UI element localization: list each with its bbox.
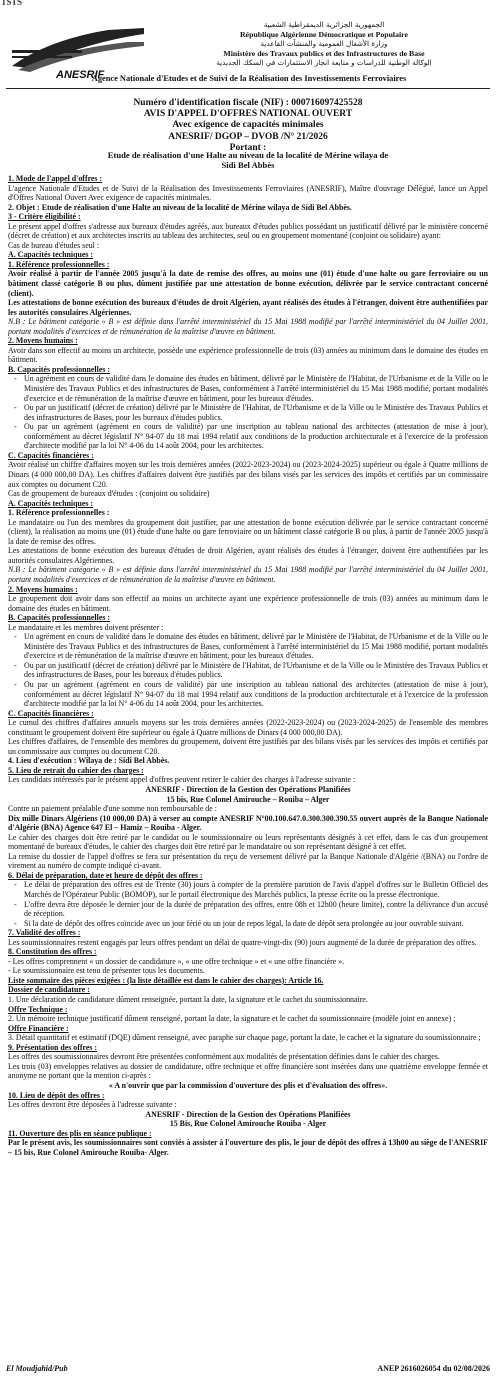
paragraph: Contre un paiement préalable d'une somme non remboursable de :: [8, 804, 217, 814]
notice-reference: ANESRIF/ DGOP – DVOB /N° 21/2026: [168, 131, 328, 142]
header-line-ar-ministry: وزارة الأشغال العمومية والمنشآت القاعدية: [260, 39, 388, 49]
bullet-item: - Ou par un justificatif (décret de création) délivré par le Ministère de l'Habitat, de l'Urbanisme et de la Ville ou le Ministère des Travaux Publics et des infrastructures de Bases, pour les bureaux d'études publics.: [8, 661, 488, 680]
header-line-ministry: Ministère des Travaux publics et des Infrastructures de Base: [223, 48, 425, 58]
paragraph: Les chiffres d'affaires, de l'ensemble des membres du groupement, doivent être justifiés par des bilans visés par les services des impôts et certifiés par un commissaire aux comptes ou document C20.: [8, 737, 488, 756]
paragraph: Le mandataire ou l'un des membres du groupement doit justifier, par une attestation de bonne exécution délivrée par le service contractant concerné (client), la réalisation au moins une (01) étude d'une halte ou gare ferroviaire ou un bâtiment classé catégorie B ou plus, à partir de l'année 2005 jusqu'à la date de remise des offres.: [8, 517, 488, 546]
section-heading: 1. Référence professionnelles :: [8, 259, 110, 269]
section-heading: Dossier de candidature :: [8, 985, 90, 995]
notice-portant: Portant :: [229, 142, 267, 153]
header-line-ar-republic: الجمهورية الجزائرية الديمقراطية الشعبية: [263, 20, 385, 29]
bullet-item: - Ou par un agrément (agrément en cours de validité) par une inscription au tableau national des architectes (attestation de mise à jour), conformément au décret législatif N° 94-07 du 18 mai 1994 relatif aux conditions de la production architecturale et à l'exercice de la profession d'architecte modifié par la loi N° 4-06 du 14 août 2004, pour les architectes.: [8, 680, 488, 709]
notice-body: [8, 174, 488, 1157]
section-heading: 6. Délai de préparation, date et heure de dépôt des offres :: [8, 870, 203, 880]
paragraph: Le cahier des charges doit être retiré par le candidat ou le soumissionnaire ou leurs représentants désignés à cet effet, dans le cas d'un groupement momentané de bureaux d'études, le cahier des charges doit être retiré par le mandataire ou son représentant désigné à cet effet.: [8, 832, 488, 852]
header-line-ar-agency: الوكالة الوطنية للدراسات و متابعة انجاز الاستثمارات في السكك الحديدية: [216, 58, 432, 68]
logo-text: ANESRIF: [56, 69, 105, 80]
notice-type: AVIS D'APPEL D'OFFRES NATIONAL OUVERT: [143, 109, 353, 120]
paragraph: Les attestations de bonne exécution des bureaux d'études de droit Algérien, ayant réalisés des études à l'étranger, doivent être authentifiées par les autorités consulaires Algériennes.: [8, 546, 488, 565]
section-heading: Offre Technique :: [8, 1004, 68, 1014]
objet-line-1: Etude de réalisation d'une Halte au niveau de la localité de Mérine wilaya de: [107, 150, 389, 160]
top-strip-text: ISIS: [2, 0, 24, 7]
paragraph: Par le présent avis, les soumissionnaires sont conviés à assister à l'ouverture des plis, le jour de dépôt des offres à 13h00 au siège de l'ANESRIF – 15 bis, Rue Colonel Amirouche Rouiba- Alger.: [8, 1138, 488, 1157]
bullet-item: - Le délai de préparation des offres est de Trente (30) jours à compter de la première parution de l'avis d'appel d'offres sur le Bulletin Officiel des Marchés de l'Opérateur Public (BOMOP), sur le portail électronique des Marchés publics, la presse écrite ou la presse électronique.: [8, 880, 488, 899]
section-heading: Liste sommaire des pièces exigées : (la liste détaillée est dans le cahier des charges): Article 16.: [8, 975, 324, 985]
section-heading: 2. Moyens humains :: [8, 584, 78, 594]
notice-objet: [8, 150, 488, 170]
anesrif-logo: [8, 20, 148, 80]
paragraph: Les trois (03) enveloppes relatives au dossier de candidature, offre technique et offre financière sont insérées dans une quatrième enveloppe fermée et anonyme ne portant que la mention ci-après :: [8, 1061, 488, 1081]
paragraph: Dix mille Dinars Algériens (10 000,00 DA) à verser au compte ANESRIF N°00.100.647.0.300.300.390.55 ouvert auprès de la Banque Nationale d'Algérie (BNA) Agence 647 El – Hamiz – Rouiba - Alger.: [8, 813, 488, 833]
section-heading: B. Capacités professionnelles :: [8, 364, 110, 374]
bullet-item: - Si la date de dépôt des offres coïncide avec un jour férié ou un jour de repos légal, la date de dépôt sera prolongée au jour ouvrable suivant.: [8, 919, 488, 929]
footer: [6, 1364, 490, 1378]
paragraph: 3. Détail quantitatif et estimatif (DQE) dûment renseigné, avec paraphe sur chaque page, portant la date, le cachet et la signature du soumissionnaire ;: [8, 1033, 481, 1043]
nif-line: Numéro d'identification fiscale (NIF) : 000716097425528: [133, 98, 363, 108]
paragraph: Cas de bureau d'études seul :: [8, 240, 100, 250]
paragraph: 4. Lieu d'exécution : Wilaya de : Sidi Bel Abbès.: [8, 756, 170, 766]
bullet-item: - Un agrément en cours de validité dans le domaine des études en bâtiment, délivré par le Ministère de l'Habitat, de l'Urbanisme et de la Ville ou le Ministère des Travaux Publics et des infrastructures de Bases, conformément à l'arrêté interministériel du 15 Mai 1988 modifié, portant modalités d'exercice et de rémunération de la maîtrise d'œuvre en bâtiment, pour les bureaux d'études.: [8, 632, 488, 661]
bullet-item: - L'offre devra être déposée le dernier jour de la durée de préparation des offres, entre 08h et 12h00 (heure limite), contre la délivrance d'un accusé de réception.: [8, 900, 488, 919]
paragraph: Les attestations de bonne exécution des bureaux d'études de droit Algérien, ayant réalisés des études à l'étranger, doivent être authentifiées par les autorités consulaires Algériennes.: [8, 298, 488, 317]
paragraph: Le cumul des chiffres d'affaires annuels moyens sur les trois dernières années (2022-2023-2024) ou (2023-2024-2025) de l'ensemble des membres constituant le groupement doivent être supérieur ou égale à Quatre millions de Dinars (4 000 000,00 DA).: [8, 718, 488, 737]
paragraph: Le mandataire et les membres doivent présenter :: [8, 622, 164, 632]
objet-line-2: Sidi Bel Abbès: [221, 160, 275, 171]
paragraph: 2. Objet : Etude de réalisation d'une Halte au niveau de la localité de Mérine wilaya de Sidi Bel Abbès.: [8, 202, 352, 212]
paragraph: Avoir réalisé un chiffre d'affaires moyen sur les trois dernières années (2022-2023-2024) ou (2023-2024-2025) supérieur ou égale à Quatre millions de Dinars (4 000 000,00 DA). Les chiffres d'affaires doivent être justifiés par des bilans visés par les services des impôts et certifiés par un commissaire aux comptes ou document C20.: [8, 460, 488, 489]
section-heading: 11. Ouverture des plis en séance publique :: [8, 1128, 152, 1138]
paragraph: Le présent appel d'offres s'adresse aux bureaux d'études agréés, aux bureaux d'études publics possédant un justificatif délivré par le ministère concerné (décret de création) et aux architectes inscrits au tableau des architectes, seul ou en groupement momentané (conjoint ou solidaire) ayant:: [8, 221, 488, 241]
section-heading: B. Capacités professionnelles :: [8, 613, 110, 623]
paragraph: Cas de groupement de bureaux d'études : (conjoint ou solidaire): [8, 489, 210, 499]
section-heading: 2. Moyens humains :: [8, 336, 78, 346]
section-heading: A. Capacités techniques :: [8, 250, 94, 260]
agency-full-name: Agence Nationale d'Etudes et de Suivi de la Réalisation des Investissements Ferroviaires: [91, 74, 407, 83]
section-heading: 1. Mode de l'appel d'offres :: [8, 174, 103, 183]
agency-header: [8, 20, 490, 84]
footer-publisher: El Moudjahid/Pub: [6, 1364, 68, 1373]
paragraph: Avoir réalisé à partir de l'année 2005 jusqu'à la date de remise des offres, au moins une (01) étude d'une halte ou gare ferroviaire ou un bâtiment classé catégorie B ou plus, dûment justifiée par une attestation de bonne exécution, délivrée par le service contractant concerné (client).: [8, 269, 488, 298]
bullet-item: - Ou par un justificatif (décret de création) délivré par le Ministère de l'Habitat, de l'Urbanisme et de la Ville ou le Ministère des Travaux Publics et des infrastructures de Bases, pour les bureaux d'études publics.: [8, 403, 488, 422]
paragraph: Les candidats intéressés par le présent appel d'offres peuvent retirer le cahier des charges à l'adresse suivante :: [8, 775, 356, 785]
paragraph: N.B : Le bâtiment catégorie « B » est définie dans l'arrêté interministériel du 15 Mai 1988 modifié par l'arrêté interministériel du 04 Juillet 2001, portant modalités d'exercices et de rémunération de la maîtrise d'œuvre en bâtiment.: [8, 317, 488, 336]
section-heading: C. Capacités financières :: [8, 450, 94, 460]
bullet-item: - Un agrément en cours de validité dans le domaine des études en bâtiment, délivré par le Ministère de l'Habitat, de l'Urbanisme et de la Ville ou le Ministère des Travaux Publics et des infrastructures de Bases, conformément à l'arrêté interministériel du 15 Mai 1988 modifié, portant modalités d'exercice et de rémunération de la maîtrise d'œuvre en bâtiment, pour les bureaux d'études.: [8, 374, 488, 403]
paragraph: L'agence Nationale d'Etudes et de Suivi de la Réalisation des Investissements Ferroviaires (ANESRIF), Maître d'ouvrage Délégué, lance un Appel d'Offres National Ouvert Avec exigence de capacités minimales.: [8, 183, 488, 203]
bullet-item: - Ou par un agrément (agrément en cours de validité) par une inscription au tableau national des architectes (attestation de mise à jour), conformément au décret législatif N° 94-07 du 18 mai 1994 relatif aux conditions de la production architecturale et à l'exercice de la profession d'architecte modifié par la loi N° 4-06 du 14 août 2004, pour les architectes.: [8, 422, 488, 451]
section-heading: 3 - Critère éligibilité :: [8, 212, 81, 222]
paragraph: Avoir dans son effectif au moins un architecte, possède une expérience professionnelle de trois (03) années au minimum dans le domaine des études en bâtiment.: [8, 345, 488, 365]
footer-anep-reference: ANEP 2616026054 du 02/08/2026: [377, 1364, 490, 1373]
paragraph: Le groupement doit avoir dans son effectif au moins un architecte ayant une expérience professionnelle de trois (03) années au minimum dans le domaine des études en bâtiment.: [8, 594, 488, 613]
section-heading: 8. Constitution des offres :: [8, 947, 97, 957]
paragraph: Les offres des soumissionnaires devront être présentées conformément aux modalités de présentation définies dans le cahier des charges.: [8, 1052, 440, 1062]
paragraph: N.B : Le bâtiment catégorie « B » est définie dans l'arrêté interministériel du 15 Mai 1988 modifié par l'arrêté interministériel du 04 Juillet 2001, portant modalités d'exercices et de rémunération de la maîtrise d'œuvre en bâtiment.: [8, 565, 488, 584]
section-heading: C. Capacités financières :: [8, 708, 94, 718]
section-heading: 10. Lieu de dépôt des offres :: [8, 1090, 105, 1100]
paragraph: La remise du dossier de l'appel d'offres se fera sur présentation du reçu de versement délivré par la Banque Nationale d'Algérie /(BNA) ou l'ordre de virement au numéro de compte indiqué ci-avant.: [8, 851, 488, 871]
section-heading: Offre Financière :: [8, 1023, 69, 1033]
paragraph: ANESRIF - Direction de la Gestion des Opérations Planifiées: [145, 785, 351, 794]
section-heading: 7. Validité des offres :: [8, 928, 81, 938]
top-strip: [0, 0, 496, 14]
paragraph: 1. Une déclaration de candidature dûment renseignée, portant la date, la signature et le cachet du soumissionnaire.: [8, 995, 368, 1005]
notice-requirement: Avec exigence de capacités minimales: [172, 120, 324, 131]
paragraph: Les offres devront être déposées à l'adresse suivante :: [8, 1100, 177, 1110]
paragraph: - Les offres comprennent « un dossier de candidature », « une offre technique » et « une offre financière ».: [8, 956, 345, 966]
paragraph: 1. Référence professionnelles :: [8, 508, 110, 518]
section-heading: 5. Lieu de retrait du cahier des charges :: [8, 765, 144, 775]
header-rule: [6, 88, 490, 89]
paragraph: 15 Bis, Rue Colonel Amirouche Rouiba - Alger: [169, 1119, 327, 1129]
notice-titles: [6, 98, 490, 154]
header-line-republic: République Algérienne Démocratique et Populaire: [240, 29, 408, 39]
paragraph: 2. Un mémoire technique justificatif dûment renseigné, portant la date, la signature et le cachet du soumissionnaire (modèle joint en annexe) ;: [8, 1014, 456, 1024]
section-heading: 9. Présentation des offres :: [8, 1042, 98, 1052]
paragraph: ANESRIF - Direction de la Gestion des Opérations Planifiées: [145, 1109, 351, 1119]
section-heading: A. Capacités techniques :: [8, 498, 94, 508]
paragraph: - Le soumissionnaire est tenu de présenter tous les documents.: [8, 966, 205, 976]
paragraph: Les soumissionnaires restent engagés par leurs offres pendant un délai de quatre-vingt-dix (90) jours augmenté de la durée de préparation des offres.: [8, 937, 477, 947]
paragraph: 15 bis, Rue Colonel Amirouche – Rouiba – Alger: [166, 794, 330, 804]
paragraph: « A n'ouvrir que par la commission d'ouverture des plis et d'évaluation des offres».: [108, 1080, 388, 1090]
header-lines: [158, 20, 490, 68]
